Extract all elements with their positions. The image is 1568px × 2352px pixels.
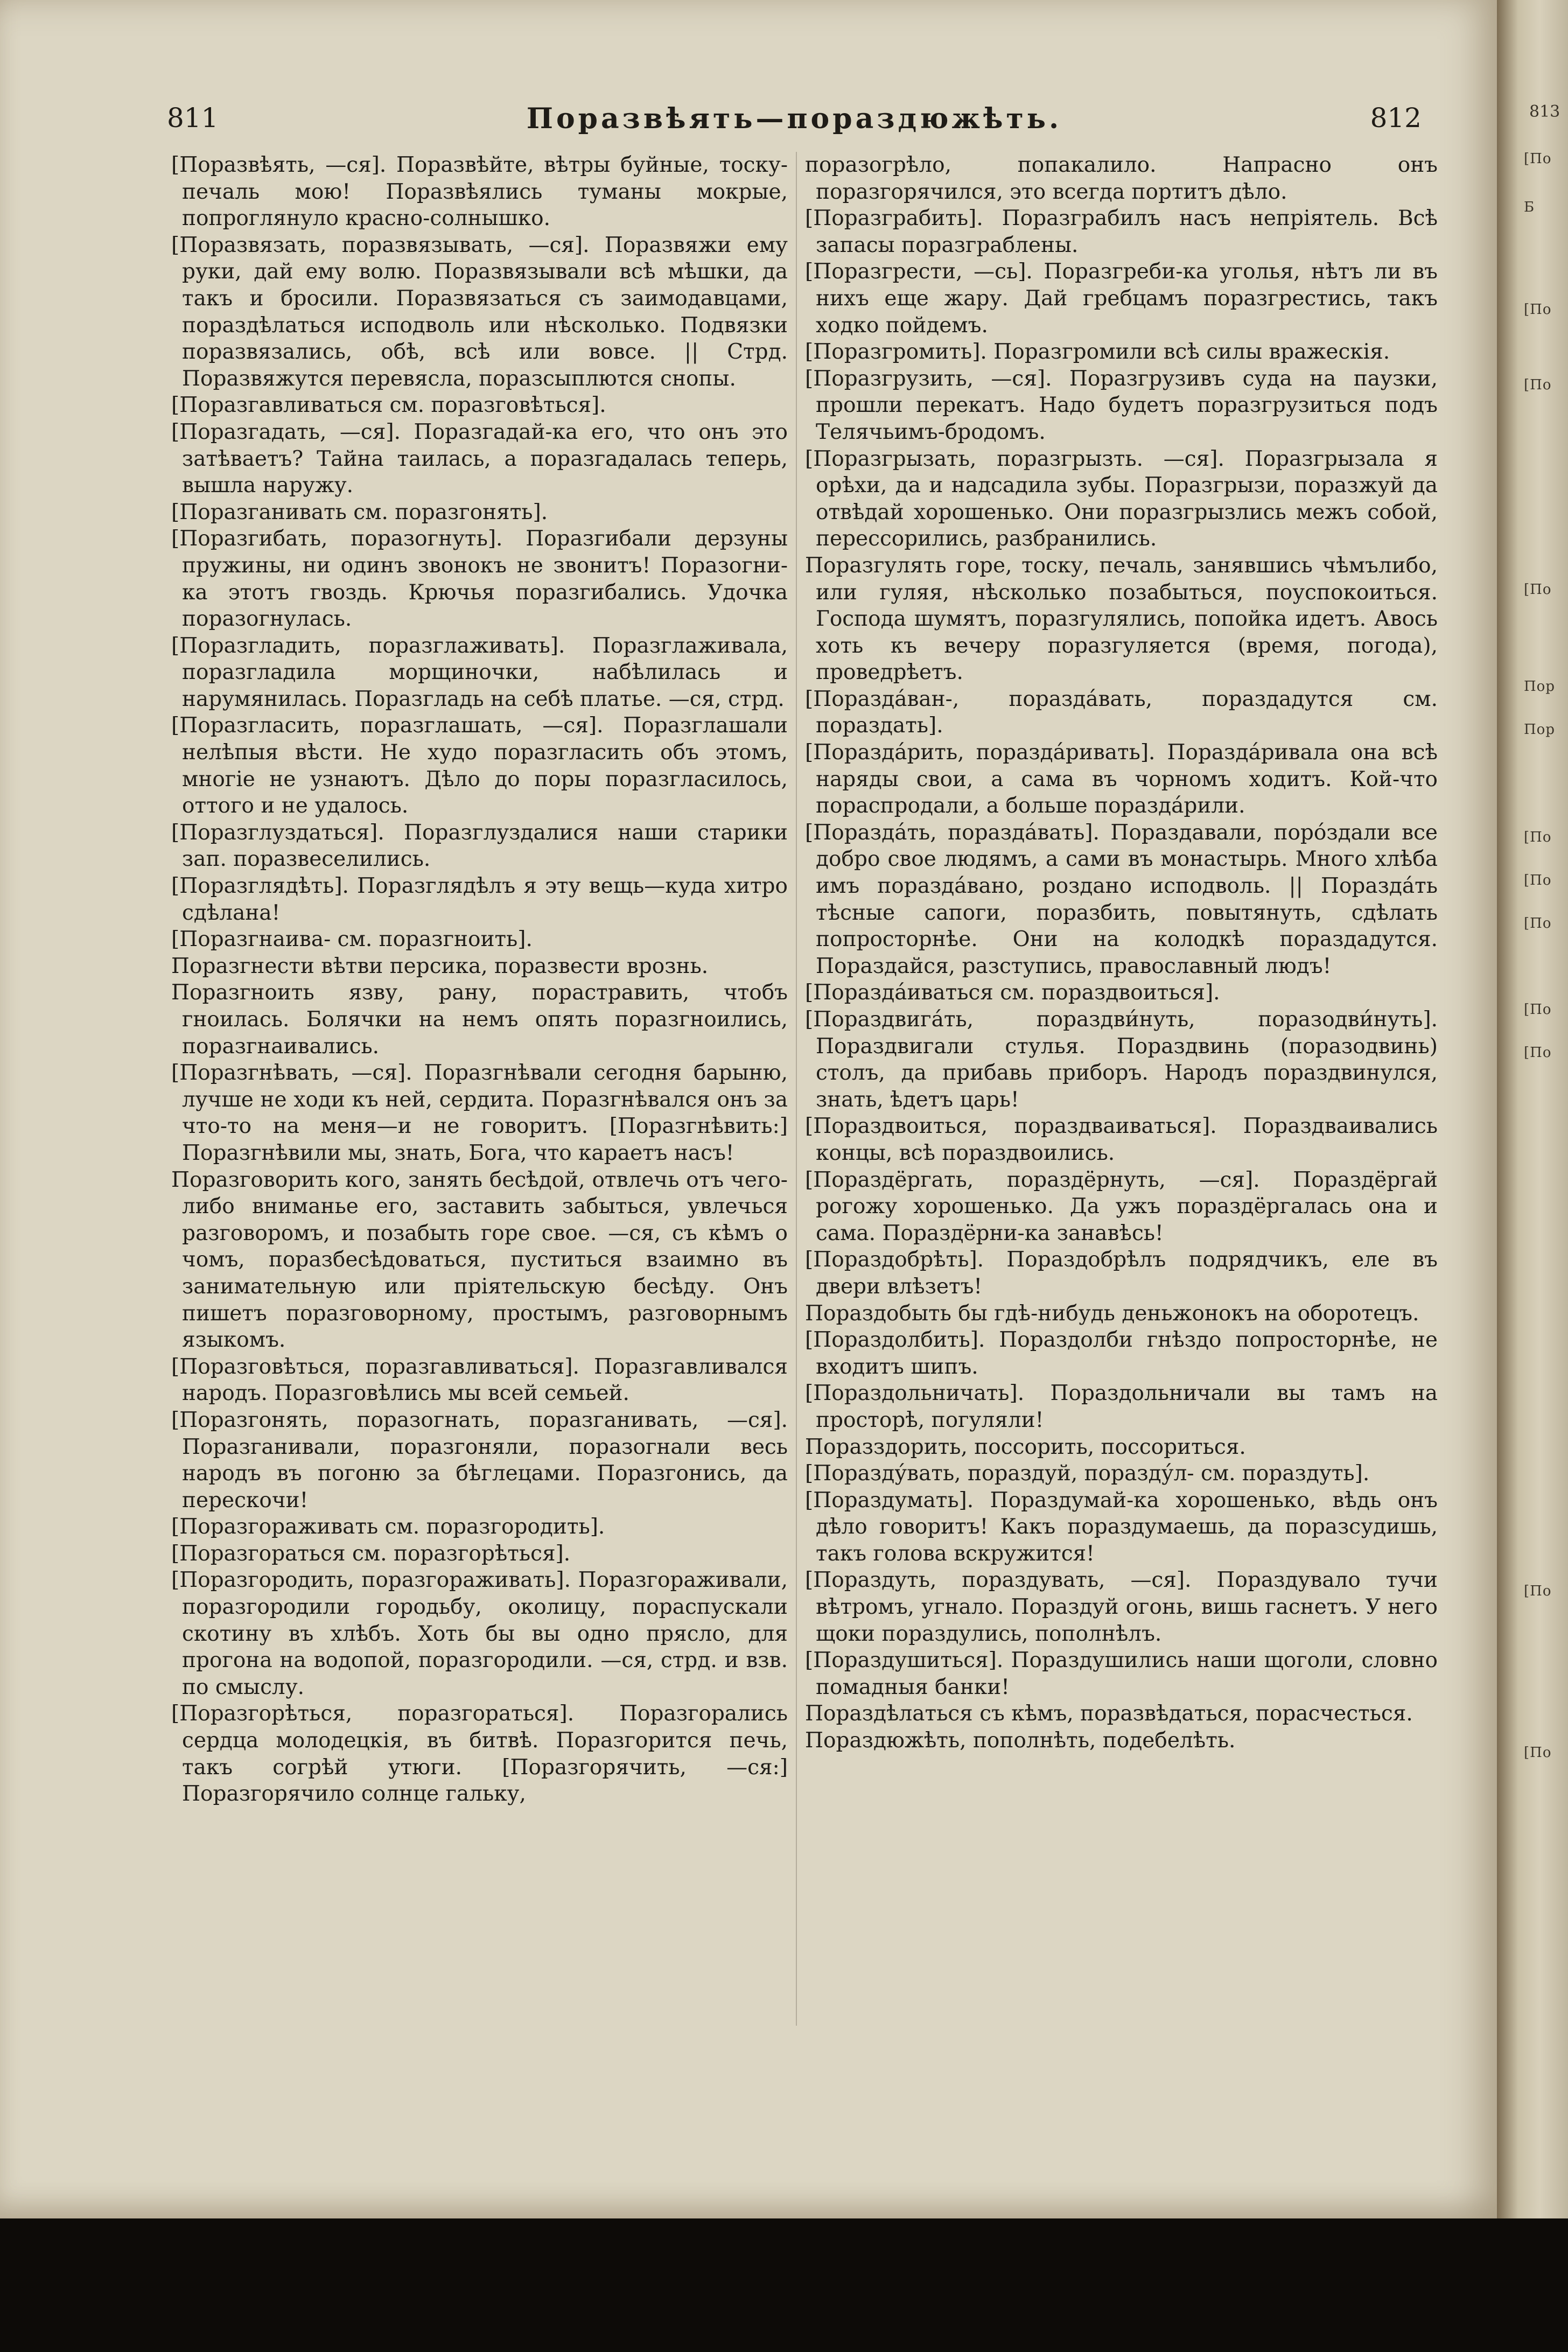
dictionary-entry: [Поразгнѣвать, —ся]. Поразгнѣвали сегодня барыню, лучше не ходи къ ней, сердита. Поразгнѣвался онъ за что-то на меня—и не говоритъ. [Поразгнѣвить:] Поразгнѣвили мы, знать, Бога, что караетъ насъ! bbox=[171, 1061, 788, 1165]
page-number-right: 812 bbox=[1370, 102, 1422, 134]
dictionary-entry: [Поразглядѣть]. Поразглядѣлъ я эту вещь—куда хитро сдѣлана! bbox=[171, 874, 788, 925]
next-page-fragment: [По bbox=[1524, 151, 1552, 167]
dictionary-entry: [Поразгромить]. Поразгромили всѣ силы вражескія. bbox=[805, 340, 1390, 365]
dictionary-entry: Поразгнести вѣтви персика, поразвести врознь. bbox=[171, 954, 709, 978]
next-page-fragment: [По bbox=[1524, 377, 1552, 393]
dictionary-entry: [Пораздвига́ть, пораздви́нуть, поразодви́нуть]. Пораздвигали стулья. Пораздвинь (поразодвинь) столъ, да прибавь приборъ. Народъ пораздвинулся, знать, ѣдетъ царь! bbox=[805, 1007, 1438, 1112]
dictionary-entry: [Поразгрести, —сь]. Поразгреби-ка уголья, нѣтъ ли въ нихъ еще жару. Дай гребцамъ поразгрестись, такъ ходко пойдемъ. bbox=[805, 260, 1438, 338]
dictionary-entry: [Поразвязать, поразвязывать, —ся]. Поразвяжи ему руки, дай ему волю. Поразвязывали всѣ мѣшки, да такъ и бросили. Поразвязаться съ заимодавцами, пораздѣлаться исподволь или нѣсколько. Подвязки поразвязались, обѣ, всѣ или вовсе. || Стрд. Поразвяжутся перевясла, поразсыплются снопы. bbox=[171, 233, 788, 391]
dictionary-entry: [Поразговѣться, поразгавливаться]. Поразгавливался народъ. Поразговѣлись мы всей семьей. bbox=[171, 1354, 788, 1406]
left-column bbox=[171, 152, 788, 1808]
next-page-edge bbox=[1497, 0, 1568, 2218]
right-column bbox=[805, 152, 1438, 1754]
dictionary-entry: [Пораздушиться]. Пораздушились наши щоголи, словно помадныя банки! bbox=[805, 1648, 1438, 1699]
dictionary-entry: [Поразда́иваться см. пораздвоиться]. bbox=[805, 981, 1220, 1005]
page-number-left: 811 bbox=[167, 102, 219, 134]
dictionary-entry: [Поразду́вать, пораздуй, поразду́л- см. пораздуть]. bbox=[805, 1461, 1370, 1486]
dictionary-entry: Пораздюжѣть, пополнѣть, подебелѣть. bbox=[805, 1728, 1236, 1753]
dictionary-entry: Поразговорить кого, занять бесѣдой, отвлечь отъ чего-либо вниманье его, заставить забыться, увлечься разговоромъ, и позабыть горе свое. —ся, съ кѣмъ о чомъ, поразбесѣдоваться, пуститься взаимно въ занимательную или пріятельскую бесѣду. Онъ пишетъ поразговорному, простымъ, разговорнымъ языкомъ. bbox=[171, 1167, 788, 1353]
next-page-fragment: [По bbox=[1524, 915, 1552, 932]
dictionary-entry: [Поразгрузить, —ся]. Поразгрузивъ суда на паузки, прошли перекатъ. Надо будетъ поразгрузиться подъ Телячьимъ-бродомъ. bbox=[805, 366, 1438, 444]
dictionary-entry: Поразгулять горе, тоску, печаль, занявшись чѣмълибо, или гуляя, нѣсколько позабыться, поуспокоиться. Господа шумятъ, поразгулялись, попойка идетъ. Авось хоть къ вечеру поразгуляется (время, погода), проведрѣетъ. bbox=[805, 553, 1438, 685]
running-title: Поразвѣять—пораздюжѣть. bbox=[526, 102, 1062, 135]
dictionary-entry: [Пораздолбить]. Пораздолби гнѣздо попросторнѣе, не входитъ шипъ. bbox=[805, 1328, 1438, 1379]
next-page-fragment: [По bbox=[1524, 582, 1552, 598]
next-page-fragment: [По bbox=[1524, 1045, 1552, 1061]
dictionary-entry: [Поразгрызать, поразгрызть. —ся]. Поразгрызала я орѣхи, да и надсадила зубы. Поразгрызи, поразжуй да отвѣдай хорошенько. Они поразгрызлись межъ собой, перессорились, разбранились. bbox=[805, 446, 1438, 551]
dictionary-entry: поразогрѣло, попакалило. Напрасно онъ поразгорячился, это всегда портитъ дѣло. bbox=[805, 153, 1438, 204]
dictionary-entry: [Пораздвоиться, пораздваиваться]. Пораздваивались концы, всѣ пораздвоились. bbox=[805, 1114, 1438, 1165]
dictionary-entry: Пораздобыть бы гдѣ-нибудь деньжонокъ на оборотецъ. bbox=[805, 1301, 1419, 1326]
next-page-fragment: [По bbox=[1524, 829, 1552, 845]
dictionary-entry: [Поразда́ть, поразда́вать]. Пораздавали, порóздали все добро свое людямъ, а сами въ монастырь. Много хлѣба имъ пораздáвано, роздано исподволь. || Пораздáть тѣсные сапоги, поразбить, повытянуть, сдѣлать попросторнѣе. Они на колодкѣ пораздадутся. Пораздайся, разступись, православный людъ! bbox=[805, 820, 1438, 978]
dictionary-entry: [Пораздумать]. Пораздумай-ка хорошенько, вѣдь онъ дѣло говоритъ! Какъ пораздумаешь, да поразсудишь, такъ голова вскружится! bbox=[805, 1488, 1438, 1566]
dictionary-entry: [Пораздуть, пораздувать, —ся]. Пораздувало тучи вѣтромъ, угнало. Пораздуй огонь, вишь гаснетъ. У него щоки пораздулись, пополнѣлъ. bbox=[805, 1568, 1438, 1646]
dictionary-entry: [Поразгнаива- см. поразгноить]. bbox=[171, 927, 533, 952]
dictionary-entry: [Поразглуздаться]. Поразглуздалися наши старики зап. поразвеселились. bbox=[171, 820, 788, 872]
next-page-fragment: [По bbox=[1524, 1002, 1552, 1018]
dictionary-entry: [Поразда́рить, поразда́ривать]. Поразда́ривала она всѣ наряды свои, а сама въ чорномъ ходитъ. Кой-что пораспродали, а больше поразда́рили. bbox=[805, 740, 1438, 818]
dictionary-entry: Поразздорить, поссорить, поссориться. bbox=[805, 1434, 1246, 1459]
dictionary-entry: [Поразгласить, поразглашать, —ся]. Поразглашали нелѣпыя вѣсти. Не худо поразгласить объ этомъ, многіе не узнаютъ. Дѣло до поры поразгласилось, оттого и не удалось. bbox=[171, 713, 788, 818]
dictionary-entry: [Пораздобрѣть]. Пораздобрѣлъ подрядчикъ, еле въ двери влѣзетъ! bbox=[805, 1248, 1438, 1299]
page-header bbox=[167, 102, 1422, 140]
dictionary-entry: [Поразгородить, поразгораживать]. Поразгораживали, поразгородили городьбу, околицу, пораспускали скотину въ хлѣбъ. Хоть бы вы одно прясло, для прогона на водопой, поразгородили. —ся, стрд. и взв. по смыслу. bbox=[171, 1568, 788, 1699]
dictionary-entry: Поразгноить язву, рану, порастравить, чтобъ гноилась. Болячки на немъ опять поразгноились, поразгнаивались. bbox=[171, 981, 788, 1059]
dictionary-entry: Пораздѣлаться съ кѣмъ, поразвѣдаться, порасчесться. bbox=[805, 1702, 1413, 1726]
next-page-fragment: [По bbox=[1524, 872, 1552, 888]
next-page-fragment: [По bbox=[1524, 302, 1552, 318]
dictionary-entry: [Поразда́ван-, поразда́вать, пораздадутся см. пораздать]. bbox=[805, 687, 1438, 738]
next-page-number: 813 bbox=[1529, 102, 1560, 121]
dictionary-entry: [Поразганивать см. поразгонять]. bbox=[171, 500, 548, 524]
next-page-fragment: [По bbox=[1524, 1745, 1552, 1761]
dictionary-entry: [Пораздёргать, пораздёрнуть, —ся]. Пораздёргай рогожу хорошенько. Да ужъ пораздёргалась она и сама. Пораздёрни-ка занавѣсь! bbox=[805, 1167, 1438, 1245]
dictionary-entry: [Поразгорѣться, поразгораться]. Поразгорались сердца молодецкія, въ битвѣ. Поразгорится печь, такъ согрѣй утюги. [Поразгорячить, —ся:] Поразгорячило солнце гальку, bbox=[171, 1702, 788, 1807]
dictionary-entry: [Поразгадать, —ся]. Поразгадай-ка его, что онъ это затѣваетъ? Тайна таилась, а поразгадалась теперь, вышла наружу. bbox=[171, 419, 788, 498]
dictionary-entry: [Поразгавливаться см. поразговѣться]. bbox=[171, 393, 606, 418]
dictionary-entry: [Поразгонять, поразогнать, поразганивать, —ся]. Поразганивали, поразгоняли, поразогнали весь народъ въ погоню за бѣглецами. Поразгонись, да перескочи! bbox=[171, 1408, 788, 1513]
column-separator bbox=[796, 152, 797, 2026]
next-page-fragment: [По bbox=[1524, 1583, 1552, 1599]
dictionary-entry: [Пораздольничать]. Пораздольничали вы тамъ на просторѣ, погуляли! bbox=[805, 1381, 1438, 1432]
dictionary-entry: [Поразвѣять, —ся]. Поразвѣйте, вѣтры буйные, тоску-печаль мою! Поразвѣялись туманы мокрые, попроглянуло красно-солнышко. bbox=[171, 153, 788, 231]
dictionary-entry: [Поразгибать, поразогнуть]. Поразгибали дерзуны пружины, ни одинъ звонокъ не звонитъ! Поразогни-ка этотъ гвоздь. Крючья поразгибались. Удочка поразогнулась. bbox=[171, 527, 788, 632]
next-page-fragment: Пор bbox=[1524, 722, 1555, 738]
dictionary-entry: [Поразгораживать см. поразгородить]. bbox=[171, 1515, 605, 1539]
next-page-fragment: Пор bbox=[1524, 678, 1555, 695]
dictionary-entry: [Поразгладить, поразглаживать]. Поразглаживала, поразгладила морщиночки, набѣлилась и нарумянилась. Поразгладь на себѣ платье. —ся, стрд. bbox=[171, 633, 788, 711]
dictionary-entry: [Поразгораться см. поразгорѣться]. bbox=[171, 1541, 571, 1566]
dictionary-entry: [Поразграбить]. Поразграбилъ насъ непріятель. Всѣ запасы поразграблены. bbox=[805, 206, 1438, 257]
next-page-fragment: Б bbox=[1524, 199, 1535, 215]
